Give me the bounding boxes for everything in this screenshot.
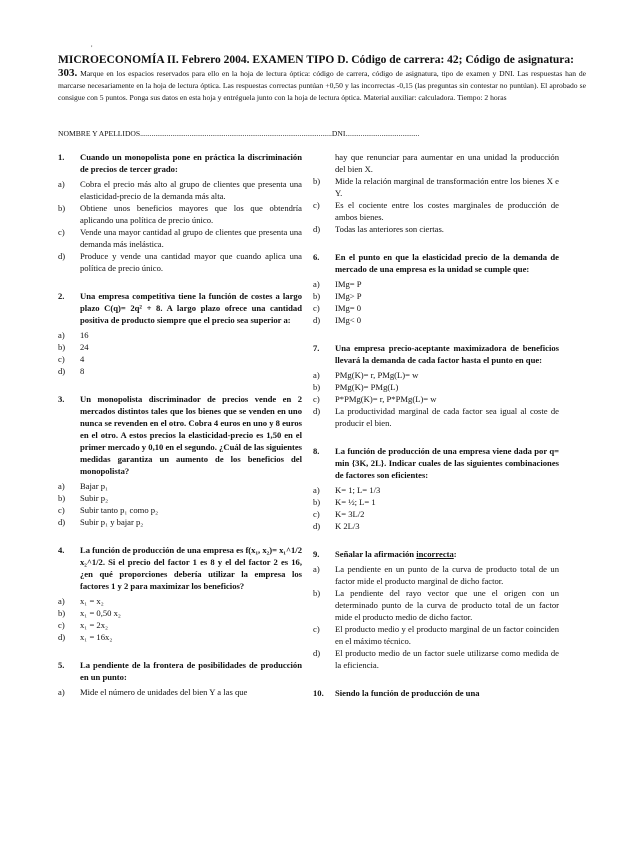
question-number: 9. — [313, 549, 320, 559]
stray-mark: , — [91, 42, 93, 48]
question-text: Cuando un monopolista pone en práctica la discriminación de precios de tercer grado: — [80, 152, 302, 174]
question-number: 8. — [313, 446, 320, 456]
option-letter: d) — [313, 521, 321, 531]
answer-option — [58, 329, 302, 341]
answer-option — [313, 223, 559, 235]
option-letter: b) — [313, 291, 321, 301]
option-text: La productividad marginal de cada factor sea igual al coste de producir el bien. — [335, 406, 559, 428]
option-letter: b) — [313, 176, 321, 186]
option-text: Subir p₂ — [80, 493, 109, 503]
option-letter: b) — [313, 382, 321, 392]
question-number: 2. — [58, 291, 65, 301]
option-letter: b) — [58, 203, 66, 213]
answer-option — [58, 202, 302, 226]
question-stem — [58, 290, 302, 326]
option-letter: c) — [313, 200, 320, 210]
option-letter: a) — [58, 179, 65, 189]
option-text: Produce y vende una cantidad mayor que cuando aplica una política de precio único. — [80, 251, 302, 273]
option-letter: d) — [58, 366, 66, 376]
question-stem — [58, 659, 302, 683]
question-5 — [58, 659, 302, 698]
option-letter: c) — [58, 620, 65, 630]
answer-option — [313, 290, 559, 302]
answer-option — [313, 647, 559, 671]
question-stem — [313, 548, 559, 560]
question-1 — [58, 151, 302, 274]
option-letter: a) — [58, 330, 65, 340]
option-text: La pendiente en un punto de la curva de producto total de un factor mide el producto marginal de dicho factor. — [335, 564, 559, 586]
question-number: 10. — [313, 688, 324, 698]
answer-option — [313, 393, 559, 405]
option-letter: d) — [313, 224, 321, 234]
question-stem — [313, 342, 559, 366]
question-stem — [58, 544, 302, 592]
option-letter: d) — [58, 517, 66, 527]
question-4 — [58, 544, 302, 643]
option-letter: a) — [313, 370, 320, 380]
question-stem — [313, 251, 559, 275]
answer-option — [313, 381, 559, 393]
answer-option — [313, 484, 559, 496]
option-letter: a) — [58, 687, 65, 697]
question-stem — [313, 445, 559, 481]
answer-option — [58, 492, 302, 504]
option-text: IMg> P — [335, 291, 362, 301]
option-text: Obtiene unos beneficios mayores que los que obtendría aplicando una política de precio único. — [80, 203, 302, 225]
instructions-text: Marque en los espacios reservados para ello en la hoja de lectura óptica: código de carrera, código de asignatura, tipo de examen y DNI. Las respuestas han de marcarse necesariamente en la hoja de lectura óptica. Las respuestas correctas puntúan +0,50 y las incorrectas -0,15 (las preguntas sin contestar no puntúan). El aprobado se consigue con 5 puntos. Ponga sus datos en esta hoja y entréguela junto con la hoja de lectura óptica. Material auxiliar: calculadora. Tiempo: 2 horas — [58, 69, 587, 102]
option-letter: b) — [58, 608, 66, 618]
question-3 — [58, 393, 302, 528]
answer-option — [313, 520, 559, 532]
option-text: K 2L/3 — [335, 521, 360, 531]
question-stem — [58, 151, 302, 175]
option-text: 16 — [80, 330, 89, 340]
answer-option — [58, 178, 302, 202]
answer-option — [313, 587, 559, 623]
option-letter: d) — [58, 632, 66, 642]
answer-option — [58, 480, 302, 492]
option-text: IMg= P — [335, 279, 362, 289]
option-text: Mide la relación marginal de transformación entre los bienes X e Y. — [335, 176, 559, 198]
option-letter: a) — [313, 279, 320, 289]
answer-option — [313, 314, 559, 326]
answer-option — [313, 496, 559, 508]
option-letter: c) — [313, 509, 320, 519]
question-text: Un monopolista discriminador de precios vende en 2 mercados distintos tales que los bienes que se venden en uno nunca se revenden en el otro. Cobra 4 euros en uno y 8 euros en el otro. A estos precios la elasticidad-precio es 1,50 en el primer mercado y 0,10 en el segundo. ¿Cuál de las siguientes medidas garantiza un aumento de los beneficios del monopolista? — [80, 394, 302, 476]
option-text: Subir tanto p₁ como p₂ — [80, 505, 159, 515]
option-text: x₁ = 0,50 x₂ — [80, 608, 121, 618]
question-5-continuation: hay que renunciar para aumentar en una unidad la producción del bien X. — [335, 152, 559, 174]
right-column — [313, 151, 559, 699]
option-text: K= 3L/2 — [335, 509, 365, 519]
subject-code: 303. — [58, 67, 78, 79]
option-text: PMg(K)= PMg(L) — [335, 382, 399, 392]
option-letter: a) — [313, 564, 320, 574]
question-number: 5. — [58, 660, 65, 670]
answer-option — [58, 686, 302, 698]
exam-instructions — [58, 68, 586, 103]
option-text: 8 — [80, 366, 85, 376]
option-letter: a) — [58, 596, 65, 606]
option-text: Cobra el precio más alto al grupo de clientes que presenta una elasticidad-precio de la demanda más alta. — [80, 179, 302, 201]
option-letter: d) — [313, 406, 321, 416]
question-number: 6. — [313, 252, 320, 262]
option-text: x₁ = 2x₂ — [80, 620, 109, 630]
question-text: La pendiente de la frontera de posibilidades de producción en un punto: — [80, 660, 302, 682]
option-text: Vende una mayor cantidad al grupo de clientes que presenta una demanda más inelástica. — [80, 227, 302, 249]
answer-option — [58, 353, 302, 365]
option-text: Bajar p₁ — [80, 481, 109, 491]
question-text: Siendo la función de producción de una — [335, 688, 480, 698]
option-letter: d) — [313, 648, 321, 658]
option-text: Mide el número de unidades del bien Y a las que — [80, 687, 248, 697]
question-8 — [313, 445, 559, 532]
answer-option — [58, 365, 302, 377]
option-letter: b) — [313, 588, 321, 598]
question-number: 1. — [58, 152, 65, 162]
answer-option — [58, 516, 302, 528]
option-text: P*PMg(K)= r, P*PMg(L)= w — [335, 394, 437, 404]
option-text: K= 1; L= 1/3 — [335, 485, 381, 495]
question-9 — [313, 548, 559, 671]
answer-option — [58, 250, 302, 274]
answer-option — [313, 508, 559, 520]
option-letter: c) — [313, 303, 320, 313]
option-text: 24 — [80, 342, 89, 352]
question-text: Una empresa precio-aceptante maximizadora de beneficios llevará la demanda de cada factor hasta el punto en que: — [335, 343, 559, 365]
option-letter: c) — [58, 227, 65, 237]
answer-option — [313, 175, 559, 199]
question-text: La función de producción de una empresa es f(x₁, x₂)= x₁^1/2 x₂^1/2. Si el precio del factor 1 es 8 y el del factor 2 es 16, ¿en qué proporciones debería utilizar la empresa los factores 1 y 2 para maximizar los beneficios? — [80, 545, 302, 591]
question-number: 7. — [313, 343, 320, 353]
exam-title: MICROECONOMÍA II. Febrero 2004. EXAMEN TIPO D. Código de carrera: 42; Código de asignatura: — [58, 54, 574, 66]
answer-option — [313, 278, 559, 290]
question-number: 3. — [58, 394, 65, 404]
option-letter: b) — [58, 493, 66, 503]
name-dni-line: NOMBRE Y APELLIDOS.....................................................................................................DNI....................................... — [58, 129, 420, 138]
answer-option — [58, 619, 302, 631]
answer-option — [313, 369, 559, 381]
option-letter: c) — [58, 505, 65, 515]
option-text: 4 — [80, 354, 85, 364]
option-text: Subir p₁ y bajar p₂ — [80, 517, 144, 527]
answer-option — [313, 623, 559, 647]
question-6 — [313, 251, 559, 326]
question-text: En el punto en que la elasticidad precio de la demanda de mercado de una empresa es la unidad se cumple que: — [335, 252, 559, 274]
answer-option — [58, 631, 302, 643]
option-text: El producto medio de un factor suele utilizarse como medida de la eficiencia. — [335, 648, 559, 670]
question-number: 4. — [58, 545, 65, 555]
underlined-word: incorrecta — [416, 549, 454, 559]
option-text: IMg= 0 — [335, 303, 362, 313]
question-text: Una empresa competitiva tiene la función de costes a largo plazo C(q)= 2q² + 8. A largo plazo ofrece una cantidad positiva de producto siempre que el precio sea superior a: — [80, 291, 302, 325]
option-text: PMg(K)= r, PMg(L)= w — [335, 370, 419, 380]
answer-option — [58, 226, 302, 250]
option-letter: b) — [313, 497, 321, 507]
option-text: IMg< 0 — [335, 315, 362, 325]
answer-option — [313, 302, 559, 314]
option-letter: c) — [313, 394, 320, 404]
option-letter: b) — [58, 342, 66, 352]
question-7 — [313, 342, 559, 429]
question-stem — [58, 393, 302, 477]
answer-option — [313, 199, 559, 223]
option-letter: c) — [58, 354, 65, 364]
answer-option — [58, 504, 302, 516]
question-5-remaining-options — [313, 175, 559, 251]
answer-option — [58, 595, 302, 607]
question-2 — [58, 290, 302, 377]
option-text: La pendiente del rayo vector que une el origen con un determinado punto de la curva de producto total de un factor mide el producto medio de dicho factor. — [335, 588, 559, 622]
answer-option — [58, 341, 302, 353]
option-letter: a) — [313, 485, 320, 495]
option-letter: d) — [58, 251, 66, 261]
answer-option — [313, 563, 559, 587]
question-stem — [313, 687, 559, 699]
right-questions — [313, 251, 559, 699]
option-letter: c) — [313, 624, 320, 634]
option-text: Es el cociente entre los costes marginales de producción de ambos bienes. — [335, 200, 559, 222]
option-text: K= ½; L= 1 — [335, 497, 376, 507]
question-text: Señalar la afirmación incorrecta: — [335, 549, 457, 559]
option-text: x₁ = x₂ — [80, 596, 104, 606]
option-text: x₁ = 16x₂ — [80, 632, 113, 642]
question-10 — [313, 687, 559, 699]
answer-option — [313, 405, 559, 429]
option-letter: d) — [313, 315, 321, 325]
question-text: La función de producción de una empresa viene dada por q= min {3K, 2L}. Indicar cuales de las siguientes combinaciones de factores son eficientes: — [335, 446, 559, 480]
left-column — [58, 151, 302, 698]
option-text: El producto medio y el producto marginal de un factor coinciden en el máximo técnico. — [335, 624, 559, 646]
option-letter: a) — [58, 481, 65, 491]
answer-option — [58, 607, 302, 619]
option-text: Todas las anteriores son ciertas. — [335, 224, 444, 234]
